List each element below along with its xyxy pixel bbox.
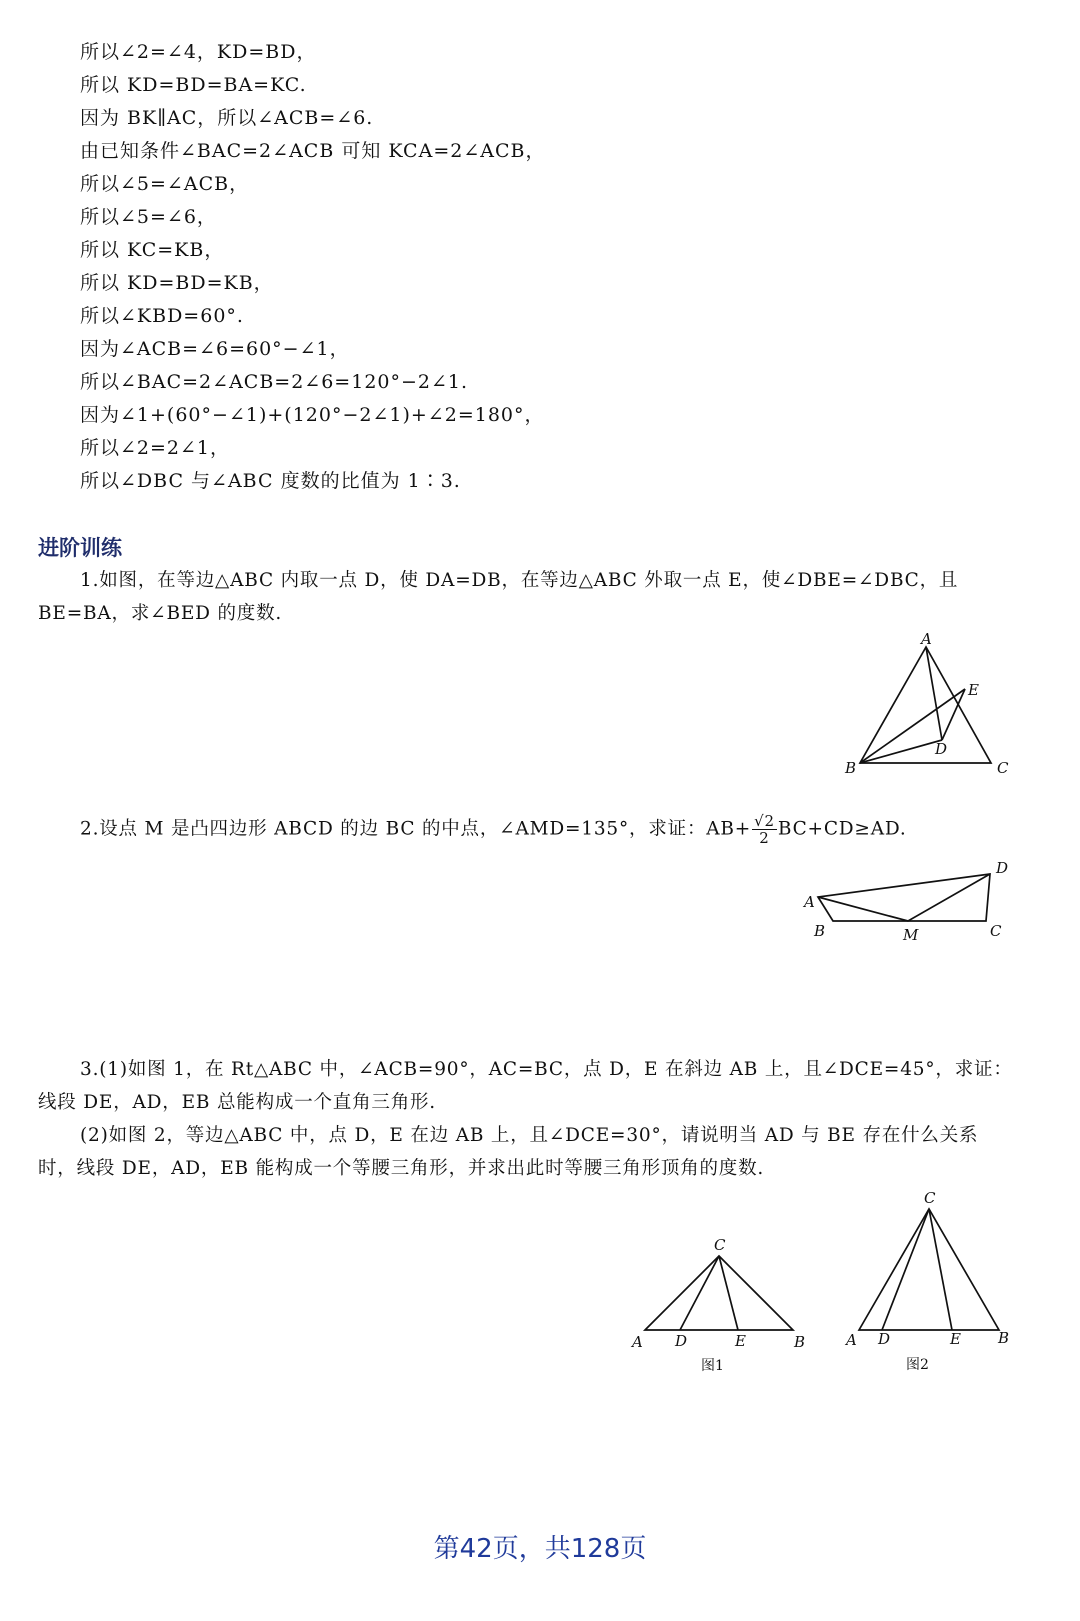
proof-line: 所以∠BAC=2∠ACB=2∠6=120°−2∠1. — [80, 371, 469, 393]
proof-line: 所以∠DBC 与∠ABC 度数的比值为 1∶3. — [80, 470, 461, 492]
problem3-part1-line1: 3.(1)如图 1，在 Rt△ABC 中，∠ACB=90°，AC=BC，点 D，E 在斜边 AB 上，且∠DCE=45°，求证： — [80, 1059, 1013, 1080]
segment-bd — [860, 740, 942, 763]
problem1-figure — [835, 630, 1025, 780]
label-e: E — [950, 1330, 961, 1348]
label-c: C — [990, 922, 1002, 940]
label-c: C — [997, 759, 1009, 777]
fraction-denominator: 2 — [759, 829, 770, 847]
label-d: D — [878, 1330, 891, 1348]
segment-ce — [719, 1256, 738, 1330]
segment-cd — [680, 1256, 719, 1330]
label-b: B — [998, 1329, 1010, 1347]
page-indicator: 第42页，共128页 — [433, 1534, 647, 1564]
proof-line: 因为∠1+(60°−∠1)+(120°−2∠1)+∠2=180°， — [80, 404, 545, 426]
problem2-text-before: 2.设点 M 是凸四边形 ABCD 的边 BC 的中点，∠AMD=135°，求证：AB+ — [80, 818, 752, 840]
fraction-sqrt2-over-2 — [752, 813, 777, 846]
label-m: M — [903, 926, 919, 944]
proof-line: 所以∠2=∠4，KD=BD， — [80, 41, 317, 63]
triangle-abc — [645, 1256, 793, 1330]
proof-line: 所以∠KBD=60°. — [80, 305, 244, 327]
proof-line: 所以 KC=KB， — [80, 239, 225, 261]
problem2-figure — [800, 855, 1020, 955]
label-e: E — [968, 681, 979, 699]
problem2-text-after: BC+CD≥AD. — [777, 818, 907, 840]
problem3-part2-line1: (2)如图 2，等边△ABC 中，点 D，E 在边 AB 上，且∠DCE=30°，请说明当 AD 与 BE 存在什么关系 — [80, 1125, 979, 1146]
label-b: B — [794, 1333, 806, 1351]
problem1-text-line2: BE=BA，求∠BED 的度数. — [38, 603, 283, 624]
proof-line: 由已知条件∠BAC=2∠ACB 可知 KCA=2∠ACB， — [80, 140, 546, 162]
segment-cd — [882, 1209, 929, 1330]
problem2-text — [80, 813, 907, 846]
segment-be — [860, 689, 965, 763]
proof-line: 因为∠ACB=∠6=60°−∠1， — [80, 338, 350, 360]
label-a: A — [846, 1331, 857, 1349]
label-c: C — [924, 1189, 936, 1207]
section-heading: 进阶训练 — [38, 536, 122, 560]
label-b: B — [814, 922, 826, 940]
segments-am-md — [818, 874, 990, 921]
proof-line: 所以 KD=BD=BA=KC. — [80, 74, 307, 96]
proof-line: 所以 KD=BD=KB， — [80, 272, 274, 294]
fraction-numerator: √2 — [754, 812, 775, 830]
figure1-caption: 图1 — [701, 1358, 724, 1374]
triangle-abc — [860, 647, 991, 763]
triangle-abc — [859, 1209, 999, 1330]
label-a: A — [804, 893, 815, 911]
figure2-caption: 图2 — [906, 1357, 929, 1373]
proof-line: 因为 BK∥AC，所以∠ACB=∠6. — [80, 107, 374, 129]
problem3-part2-line2: 时，线段 DE，AD，EB 能构成一个等腰三角形，并求出此时等腰三角形顶角的度数. — [38, 1158, 765, 1179]
label-c: C — [714, 1236, 726, 1254]
label-a: A — [921, 630, 932, 648]
label-d: D — [996, 859, 1009, 877]
segment-ce — [929, 1209, 952, 1330]
problem1-text-line1: 1.如图，在等边△ABC 内取一点 D，使 DA=DB，在等边△ABC 外取一点 E，使∠DBE=∠DBC，且 — [80, 570, 959, 591]
label-a: A — [632, 1333, 643, 1351]
label-b: B — [845, 759, 857, 777]
proof-line: 所以∠5=∠ACB， — [80, 173, 250, 195]
proof-line: 所以∠5=∠6， — [80, 206, 217, 228]
problem3-figure1 — [625, 1230, 825, 1380]
label-e: E — [735, 1332, 746, 1350]
proof-line: 所以∠2=2∠1， — [80, 437, 231, 459]
label-d: D — [935, 740, 948, 758]
problem3-figure2 — [840, 1185, 1020, 1380]
label-d: D — [675, 1332, 688, 1350]
quadrilateral-abcd — [818, 874, 990, 921]
problem3-part1-line2: 线段 DE，AD，EB 总能构成一个直角三角形. — [38, 1092, 436, 1113]
